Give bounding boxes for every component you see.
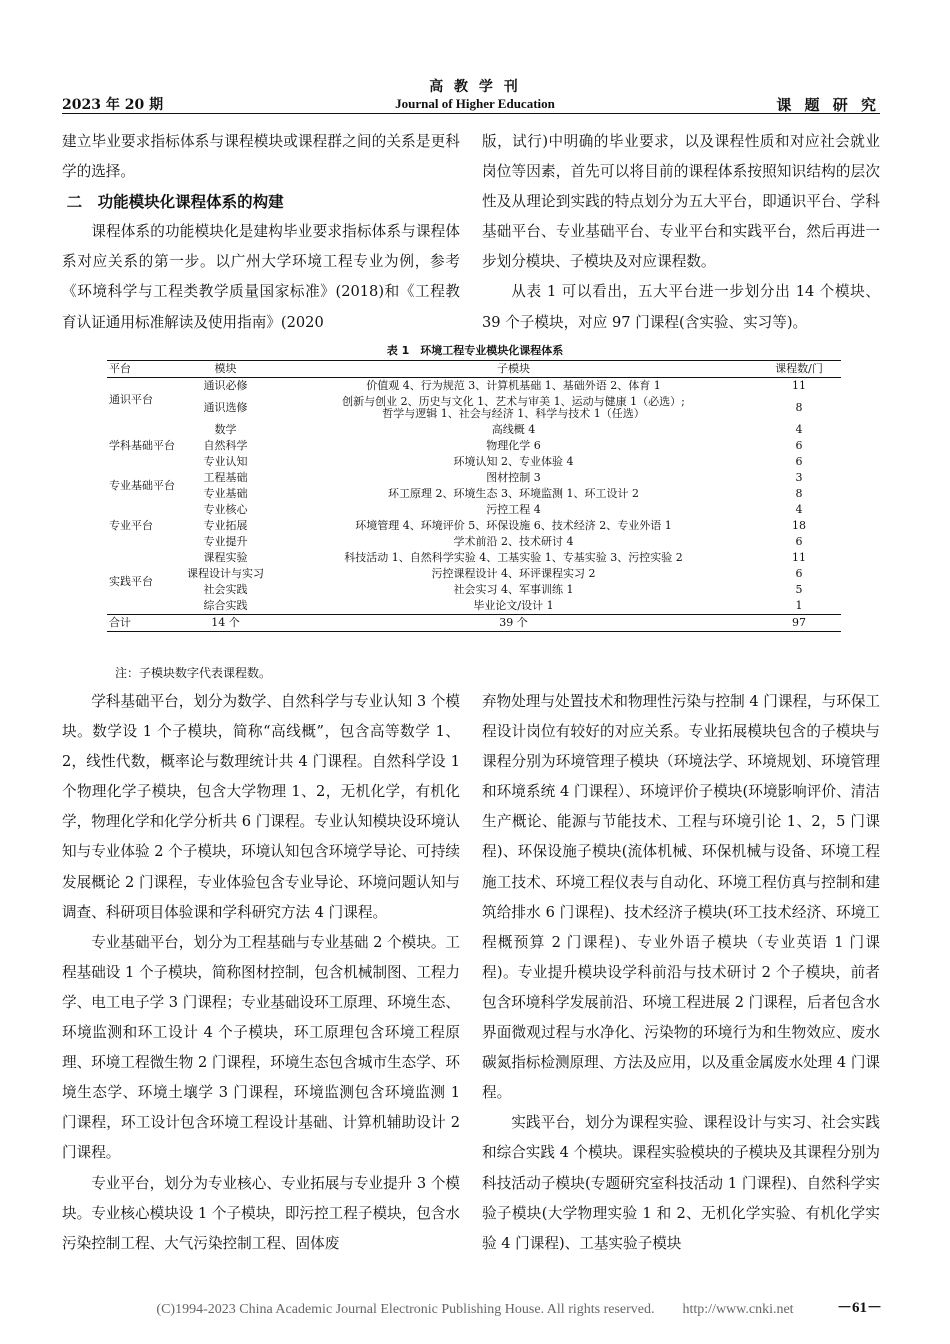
- table-row: [107, 566, 841, 582]
- table-row: [107, 582, 841, 598]
- left-column-bottom: [62, 687, 460, 1259]
- paragraph: 版，试行)中明确的毕业要求，以及课程性质和对应社会就业岗位等因素，首先可以将目前的课程体系按照知识结构的层次性及从理论到实践的特点划分为五大平台，即通识平台、学科基础平台、专业基础平台、专业平台和实践平台，然后再进一步划分模块、子模块及对应课程数。: [482, 133, 880, 271]
- paragraph: 弃物处理与处置技术和物理性污染与控制 4 门课程，与环保工程设计岗位有较好的对应关系。专业拓展模块包含的子模块与课程分别为环境管理子模块（环境法学、环境规划、环境管理和环境系统 4 门课程）、环境评价子模块(环境影响评价、清洁生产概论、能源与节能技术、工程与环境引论 1、2，5 门课程)、环保设施子模块(流体机械、环保机械与设备、环境工程施工技术、环境工程仪表与自动化、环境工程仿真与控制和建筑给排水 6 门课程)、技术经济子模块(环工技术经济、环境工程概预算 2 门课程)、专业外语子模块（专业英语 1 门课程)。专业提升模块设学科前沿与技术研讨 2 个子模块，前者包含环境科学发展前沿、环境工程进展 2 门课程，后者包含水界面微观过程与水净化、污染物的环境行为和生物效应、废水碳氮指标检测原理、方法及应用，以及重金属废水处理 4 门课程。: [482, 693, 881, 1102]
- table-row: [107, 518, 841, 534]
- table-row: [107, 422, 841, 438]
- module-cell: 工程基础: [203, 471, 248, 484]
- table-row: [107, 502, 841, 518]
- submodule-cell: 科技活动 1、自然科学实验 4、工基实验 1、专基实验 3、污控实验 2: [344, 551, 683, 564]
- copyright-notice: (C)1994-2023 China Academic Journal Electronic Publishing House. All rights reserved. http://www.cnki.net: [156, 1302, 794, 1317]
- module-cell: 专业拓展: [203, 519, 248, 532]
- module-cell: 课程设计与实习: [187, 567, 264, 580]
- header-module: 模块: [181, 361, 270, 378]
- platform-cell: 通识平台: [109, 393, 153, 406]
- count-cell: 11: [792, 379, 806, 392]
- submodule-cell: [270, 394, 757, 422]
- module-cell: 自然科学: [203, 439, 248, 452]
- submodule-cell: 图材控制 3: [486, 471, 541, 484]
- count-cell: 5: [795, 583, 803, 596]
- submodule-cell: 环境管理 4、环境评价 5、环保设施 6、技术经济 2、专业外语 1: [355, 519, 672, 532]
- count-cell: 6: [795, 455, 803, 468]
- count-cell: 11: [792, 551, 806, 564]
- count-cell: 3: [795, 471, 803, 484]
- journal-title-cn: 高 教 学 刊: [429, 79, 521, 95]
- curriculum-table: [107, 360, 841, 632]
- table-row: [107, 534, 841, 550]
- paragraph: 课程体系的功能模块化是建构毕业要求指标体系与课程体系对应关系的第一步。以广州大学环境工程专业为例，参考《环境科学与工程类教学质量国家标准》(2018)和《工程教育认证通用标准解读及使用指南》(2020: [62, 223, 460, 331]
- module-cell: 专业认知: [203, 455, 248, 468]
- submodule-cell: 环工原理 2、环境生态 3、环境监测 1、环工设计 2: [388, 487, 639, 500]
- count-cell: 4: [795, 503, 803, 516]
- right-column-bottom: [482, 687, 880, 1259]
- paragraph: 专业基础平台，划分为工程基础与专业基础 2 个模块。工程基础设 1 个子模块，简称图材控制，包含机械制图、工程力学、电工电子学 3 门课程；专业基础设环工原理、环境生态、环境监测和环工设计 4 个子模块，环工原理包含环境工程原理、环境工程微生物 2 门课程，环境生态包含城市生态学、环境生态学、环境土壤学 3 门课程，环境监测包含环境监测 1 门课程，环工设计包含环境工程设计基础、计算机辅助设计 2 门课程。: [62, 933, 461, 1162]
- module-cell: 课程实验: [203, 551, 248, 564]
- left-column-top: [62, 127, 460, 338]
- count-cell: 6: [795, 439, 803, 452]
- paragraph: 建立毕业要求指标体系与课程模块或课程群之间的关系是更科学的选择。: [62, 133, 460, 181]
- module-cell: 通识选修: [203, 401, 248, 414]
- table-row: [107, 470, 841, 486]
- total-courses: 97: [757, 615, 841, 632]
- journal-title-en: Journal of Higher Education: [395, 96, 555, 111]
- submodule-cell: 污控课程设计 4、环评课程实习 2: [431, 567, 596, 580]
- table-row: [107, 598, 841, 615]
- module-cell: 专业核心: [203, 503, 248, 516]
- module-cell: 专业基础: [203, 487, 248, 500]
- section-heading: 二 功能模块化课程体系的构建: [66, 193, 284, 212]
- paragraph: 专业平台，划分为专业核心、专业拓展与专业提升 3 个模块。专业核心模块设 1 个子模块，即污控工程子模块，包含水污染控制工程、大气污染控制工程、固体废: [62, 1174, 461, 1252]
- right-column-top: [482, 127, 880, 338]
- header-platform: 平台: [107, 361, 181, 378]
- table-row: [107, 378, 841, 395]
- count-cell: 1: [795, 599, 803, 612]
- table-caption: 表 1 环境工程专业模块化课程体系: [386, 344, 564, 357]
- submodule-cell: 污控工程 4: [486, 503, 541, 516]
- submodule-cell: 学术前沿 2、技术研讨 4: [453, 535, 574, 548]
- submodule-cell: 环境认知 2、专业体验 4: [453, 455, 574, 468]
- module-cell: 通识必修: [203, 379, 248, 392]
- paragraph: 学科基础平台，划分为数学、自然科学与专业认知 3 个模块。数学设 1 个子模块，简称“高线概”，包含高等数学 1、2，线性代数，概率论与数理统计共 4 门课程。自然科学设 1 个物理化学子模块，包含大学物理 1、2，无机化学，有机化学，物理化学和化学分析共 6 门课程。专业认知模块设环境认知与专业体验 2 个子模块，环境认知包含环境学导论、可持续发展概论 2 门课程，专业体验包含专业导论、环境问题认知与调查、科研项目体验课和学科研究方法 4 门课程。: [62, 693, 461, 921]
- table-row: [107, 550, 841, 566]
- count-cell: 6: [795, 567, 803, 580]
- table-row: [107, 438, 841, 454]
- table-row: [107, 454, 841, 470]
- submodule-cell: 高线概 4: [491, 423, 536, 436]
- module-cell: 专业提升: [203, 535, 248, 548]
- count-cell: 8: [795, 401, 803, 414]
- platform-cell: 专业平台: [109, 519, 153, 532]
- submodule-cell: 价值观 4、行为规范 3、计算机基础 1、基础外语 2、体育 1: [366, 379, 661, 392]
- header-rule: [62, 113, 880, 114]
- module-cell: 数学: [214, 423, 237, 436]
- total-modules: 14 个: [181, 615, 270, 632]
- module-cell: 社会实践: [203, 583, 248, 596]
- submodule-cell: 社会实习 4、军事训练 1: [453, 583, 574, 596]
- count-cell: 6: [795, 535, 803, 548]
- submodule-cell: 物理化学 6: [486, 439, 541, 452]
- issue-label: 2023 年 20 期: [62, 97, 164, 113]
- table-note: 注：子模块数字代表课程数。: [115, 666, 272, 680]
- total-submodules: 39 个: [270, 615, 757, 632]
- count-cell: 4: [795, 423, 803, 436]
- module-cell: 综合实践: [203, 599, 248, 612]
- platform-cell: 学科基础平台: [109, 439, 175, 452]
- platform-cell: 专业基础平台: [109, 479, 175, 492]
- page-number: －61－: [836, 1300, 882, 1316]
- table-total-row: [107, 615, 841, 632]
- submodule-cell: 毕业论文/设计 1: [473, 599, 554, 612]
- table-row: [107, 486, 841, 502]
- section-label: 课 题 研 究: [776, 96, 880, 114]
- count-cell: 18: [792, 519, 806, 532]
- submodule-line: 创新与创业 2、历史与文化 1、艺术与审美 1、运动与健康 1（必选）;: [342, 395, 685, 408]
- paragraph: 从表 1 可以看出，五大平台进一步划分出 14 个模块、39 个子模块，对应 97 门课程(含实验、实习等)。: [482, 283, 880, 331]
- submodule-line: 哲学与逻辑 1、社会与经济 1、科学与技术 1（任选）: [382, 407, 645, 420]
- header-course-count: 课程数/门: [757, 361, 841, 378]
- table-header-row: [107, 361, 841, 378]
- paragraph: 实践平台，划分为课程实验、课程设计与实习、社会实践和综合实践 4 个模块。课程实验模块的子模块及其课程分别为科技活动子模块(专题研究室科技活动 1 门课程)、自然科学实验子模块(大学物理实验 1 和 2、无机化学实验、有机化学实验 4 门课程)、工基实验子模块: [482, 1114, 881, 1252]
- table-row: [107, 394, 841, 422]
- count-cell: 8: [795, 487, 803, 500]
- platform-cell: 实践平台: [109, 575, 153, 588]
- total-label: 合计: [107, 615, 181, 632]
- header-submodule: 子模块: [270, 361, 757, 378]
